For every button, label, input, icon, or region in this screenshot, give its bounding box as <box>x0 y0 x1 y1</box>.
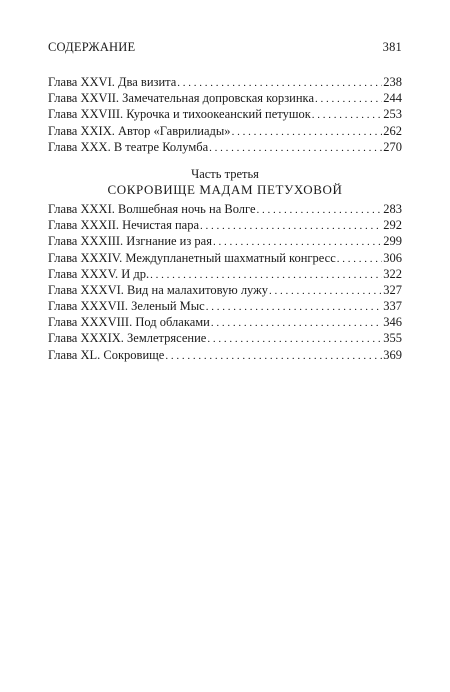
part-title: СОКРОВИЩЕ МАДАМ ПЕТУХОВОЙ <box>107 181 343 197</box>
toc-entry-page: 369 <box>383 347 402 362</box>
toc-entry-page: 270 <box>383 139 402 154</box>
toc-dot-leader <box>207 331 382 347</box>
toc-entry <box>48 330 402 346</box>
toc-dot-leader <box>213 234 382 250</box>
part-two-chapter-list <box>48 74 402 155</box>
page-number: 381 <box>382 40 402 54</box>
toc-entry-title: Глава XXXVIII. Под облаками <box>48 315 210 330</box>
toc-entry-page: 346 <box>383 315 402 330</box>
toc-entry-page: 322 <box>383 266 402 281</box>
toc-dot-leader <box>211 315 382 331</box>
toc-entry <box>48 217 402 233</box>
toc-entry-title: Глава XXXVII. Зеленый Мыс <box>48 299 205 314</box>
table-of-contents <box>48 74 402 363</box>
toc-entry <box>48 123 402 139</box>
toc-entry-title: Глава XXXIX. Землетрясение <box>48 331 207 346</box>
toc-entry-page: 299 <box>383 234 402 249</box>
toc-dot-leader <box>200 218 382 234</box>
toc-entry <box>48 314 402 330</box>
toc-entry-page: 327 <box>383 282 402 297</box>
toc-dot-leader <box>269 283 382 299</box>
toc-entry-title: Глава XXVI. Два визита <box>48 75 177 89</box>
toc-entry-title: Глава XXXI. Волшебная ночь на Волге <box>48 201 256 216</box>
part-three-chapter-list <box>48 201 402 363</box>
toc-dot-leader <box>209 140 382 156</box>
toc-dot-leader <box>206 299 383 315</box>
toc-entry <box>48 90 402 106</box>
toc-entry-title: Глава XL. Сокровище <box>48 347 165 362</box>
toc-entry <box>48 233 402 249</box>
toc-entry-title: Глава XXXII. Нечистая пара <box>48 218 200 233</box>
toc-entry-page: 244 <box>383 91 402 106</box>
toc-entry-page: 253 <box>383 107 402 122</box>
toc-entry <box>48 201 402 217</box>
toc-entry-title: Глава XXVII. Замечательная допровская корзинка <box>48 91 314 106</box>
part-heading: Часть третья <box>191 166 259 181</box>
toc-entry-page: 238 <box>383 75 402 89</box>
toc-dot-leader <box>150 267 382 283</box>
toc-dot-leader <box>165 348 382 364</box>
toc-entry <box>48 282 402 298</box>
toc-dot-leader <box>257 202 383 218</box>
toc-entry-title: Глава XXIX. Автор «Гаврилиады» <box>48 123 231 138</box>
toc-entry-title: Глава XXXIV. Междупланетный шахматный конгресс <box>48 250 336 265</box>
toc-entry-page: 283 <box>383 201 402 216</box>
toc-entry-title: Глава XXXV. И др. <box>48 266 150 281</box>
toc-entry-page: 337 <box>383 299 402 314</box>
toc-entry <box>48 74 402 90</box>
toc-entry-title: Глава XXX. В театре Колумба <box>48 139 209 154</box>
toc-dot-leader <box>177 75 382 91</box>
toc-entry-page: 262 <box>383 123 402 138</box>
toc-entry-page: 292 <box>383 218 402 233</box>
toc-dot-leader <box>315 91 382 107</box>
toc-entry-title: Глава XXXIII. Изгнание из рая <box>48 234 212 249</box>
toc-entry-page: 306 <box>383 250 402 265</box>
toc-dot-leader <box>337 251 382 267</box>
toc-dot-leader <box>232 124 383 140</box>
running-head-section: СОДЕРЖАНИЕ <box>48 40 136 54</box>
toc-entry-page: 355 <box>383 331 402 346</box>
running-head <box>48 40 402 58</box>
book-page <box>48 40 402 363</box>
toc-dot-leader <box>312 107 382 123</box>
toc-entry <box>48 250 402 266</box>
toc-entry <box>48 298 402 314</box>
toc-entry-title: Глава XXVIII. Курочка и тихоокеанский петушок <box>48 107 311 122</box>
toc-entry <box>48 106 402 122</box>
toc-entry <box>48 139 402 155</box>
toc-entry-title: Глава XXXVI. Вид на малахитовую лужу <box>48 282 269 297</box>
toc-entry <box>48 266 402 282</box>
toc-entry <box>48 347 402 363</box>
